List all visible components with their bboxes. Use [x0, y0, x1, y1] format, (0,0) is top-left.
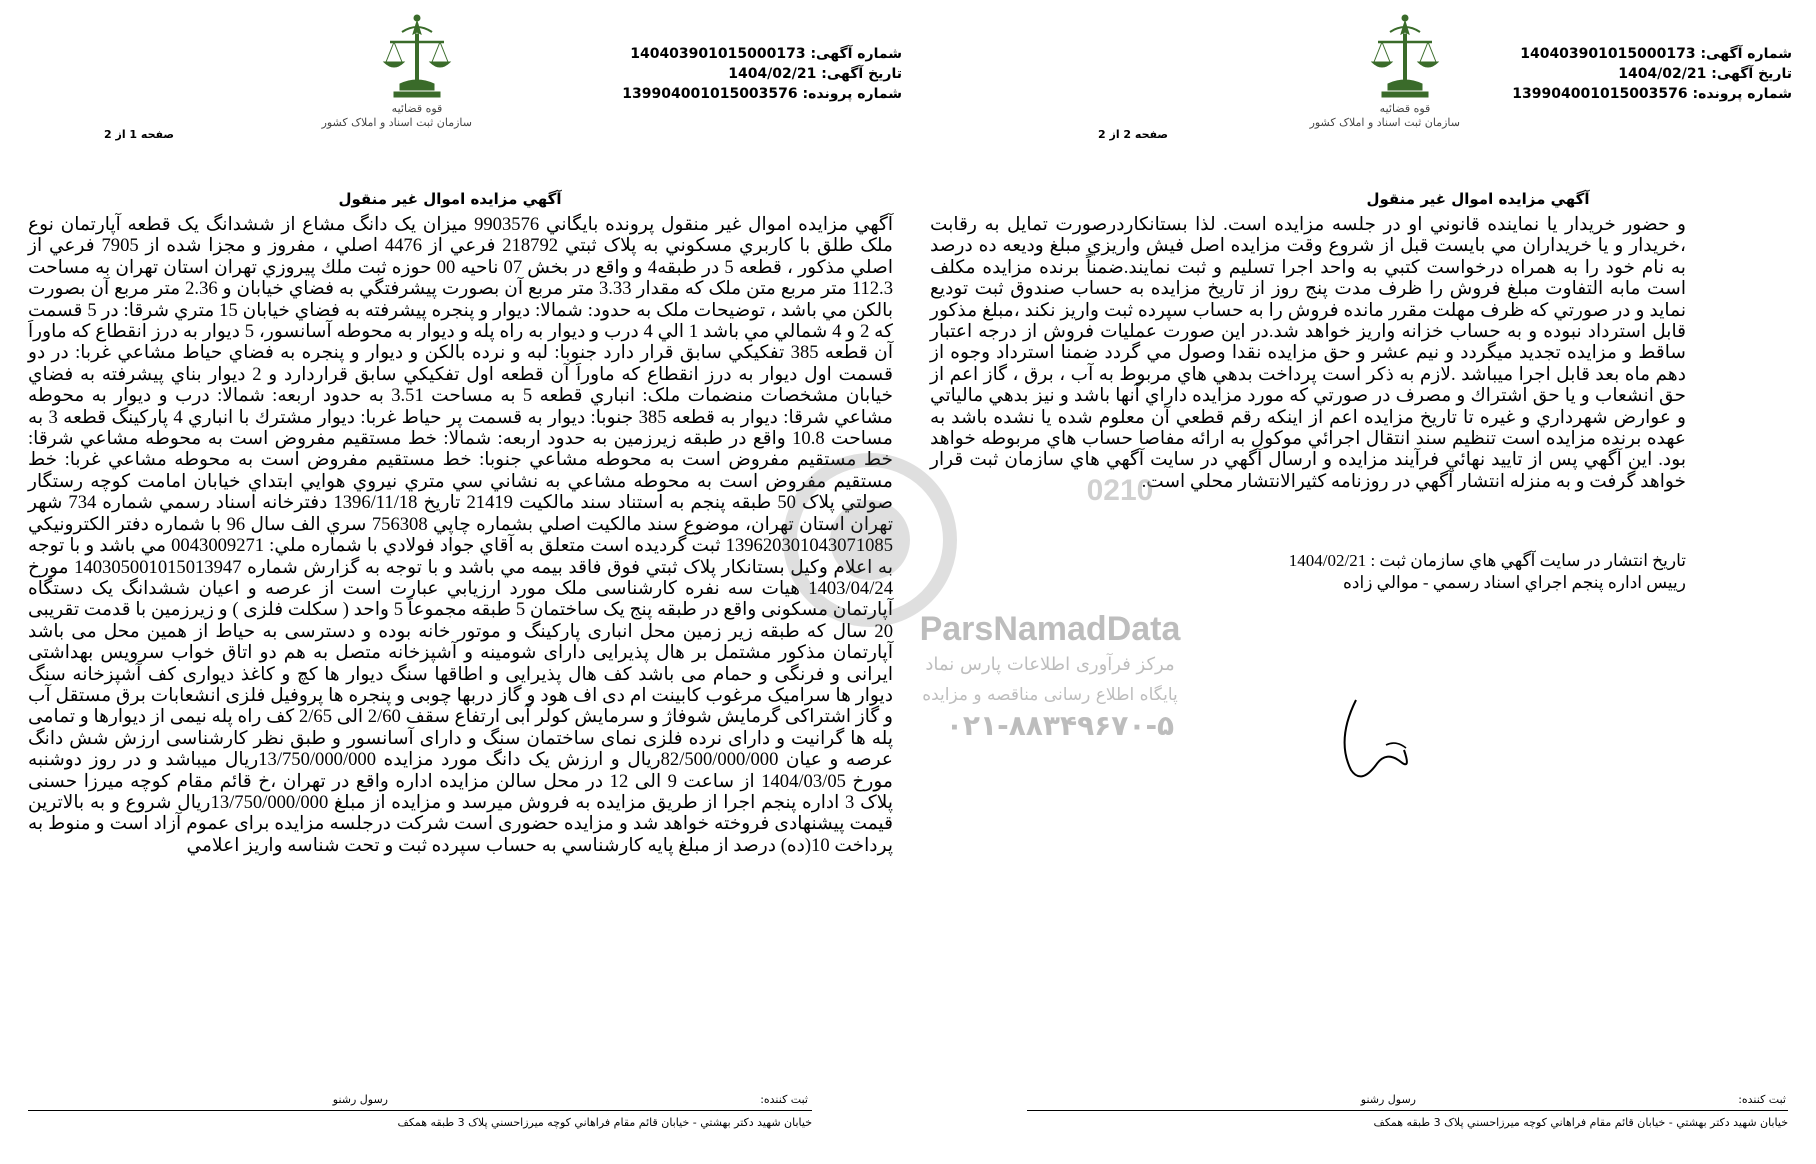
- registrar-label: ثبت کننده:: [760, 1093, 808, 1106]
- watermark-line1: مرکز فرآوری اطلاعات پارس نماد: [925, 654, 1175, 675]
- scales-icon: [1370, 12, 1440, 102]
- ad-date: 1404/02/21: [728, 66, 817, 82]
- emblem-caption-top: قوه قضائیه: [391, 102, 443, 115]
- registrar-name: رسول رشنو: [332, 1093, 388, 1106]
- watermark-side-digits: 0210: [1086, 474, 1154, 507]
- emblem-caption-top: قوه قضائیه: [1379, 102, 1431, 115]
- registrar-name: رسول رشنو: [1360, 1093, 1416, 1106]
- emblem-caption-bottom: سازمان ثبت اسناد و املاک کشور: [1309, 116, 1460, 129]
- judiciary-emblem: [1309, 12, 1460, 152]
- watermark-phone: ۰۲۱-۸۸۳۴۹۶۷۰-۵: [945, 709, 1175, 742]
- judiciary-emblem: [321, 12, 472, 152]
- case-number-row: شماره پرونده: 139904001015003576: [622, 86, 902, 102]
- signature-icon: [1316, 690, 1436, 800]
- office-address: خيابان شهيد دكتر بهشتي - خيابان قائم مقام فراهاني كوچه ميرزاحسني پلاک 3 طبقه همکف: [1373, 1116, 1788, 1129]
- notice-title: آگهي مزايده اموال غير منقول: [1366, 190, 1590, 208]
- page-2: [908, 0, 1816, 1164]
- notice-body: و حضور خريدار يا نماينده قانوني او در جلسه مزايده است. لذا بستانكاردرصورت تمايل به رقابت ،خريدار و يا خريداران مي بايست قبل از شروع وقت مزايده اصل فيش واريزي مبلغ وديعه ده درصد به نام خود را به همراه درخواست كتبي به واحد اجرا تسليم و ثبت نمايند.ضمناً برنده مزايده مكلف است مابه التفاوت مبلغ فروش را ظرف مدت پنج روز از تاريخ مزايده به حساب صندوق ثبت توديع نمايد و در صورتي كه ظرف مهلت مقرر مانده فروش را به حساب سپرده ثبت واريز نكند ،مبلغ مذكور قابل استرداد نبوده و به حساب خزانه واريز خواهد شد.در اين صورت عمليات فروش از درجه اعتبار ساقط و مزايده تجديد ميگردد و نيم عشر و حق مزايده نقدا وصول مي گردد ضمنا استرداد وجوه از دهم ماه بعد قابل اجرا ميباشد .لازم به ذكر است پرداخت بدهي هاي مربوط به آب ، برق ، گاز اعم از حق انشعاب و يا حق اشتراك و مصرف در صورتي كه مورد مزايده داراي آنها باشد و نيز بدهي مالياتي و عوارض شهرداري و غيره تا تاريخ مزايده اعم از اينكه رقم قطعي آن معلوم شده يا نشده باشد به عهده برنده مزايده است تنظيم سند انتقال اجرائي موكول به ارائه مفاصا حساب هاي مربوطه خواهد بود. اين آگهي پس از تاييد نهائي فرآيند مزايده و ارسال آگهي در سايت آگهي هاي سازمان ثبت قرار خواهد گرفت و به منزله انتشار آگهي در روزنامه كثيرالانتشار محلي است.: [930, 214, 1686, 492]
- ad-number: 140403901015000173: [630, 46, 806, 62]
- footer-divider: [28, 1110, 812, 1111]
- publish-row: [930, 550, 1686, 572]
- ad-meta: [542, 44, 902, 104]
- watermark-line2: پایگاه اطلاع رسانی مناقصه و مزایده: [922, 685, 1178, 705]
- case-number: 139904001015003576: [622, 86, 798, 102]
- footer-divider: [1027, 1110, 1788, 1111]
- page-number: صفحه 2 از 2: [1098, 128, 1169, 141]
- watermark-brand: ParsNamadData: [919, 610, 1181, 648]
- registrar-label: ثبت کننده:: [1738, 1093, 1786, 1106]
- notice-title: آگهي مزايده اموال غير منقول: [338, 190, 562, 208]
- ad-date-row: تاریخ آگهی: 1404/02/21: [728, 66, 902, 82]
- ad-number-row: شماره آگهی: 140403901015000173: [630, 46, 902, 62]
- emblem-caption-bottom: سازمان ثبت اسناد و املاک کشور: [321, 116, 472, 129]
- signer-title: رييس اداره پنجم اجراي اسناد رسمي - موالي زاده: [1343, 573, 1686, 592]
- ad-meta: [1432, 44, 1792, 104]
- case-number: 139904001015003576: [1512, 86, 1688, 102]
- signature: [1316, 690, 1436, 804]
- ad-number: 140403901015000173: [1520, 46, 1696, 62]
- ad-date: 1404/02/21: [1618, 66, 1707, 82]
- scales-icon: [382, 12, 452, 102]
- ad-date-row: تاریخ آگهی: 1404/02/21: [1618, 66, 1792, 82]
- publish-label: تاريخ انتشار در سايت آگهي هاي سازمان ثبت :: [1370, 551, 1686, 570]
- publish-date: 1404/02/21: [1288, 551, 1367, 570]
- case-number-row: شماره پرونده: 139904001015003576: [1512, 86, 1792, 102]
- ad-number-row: شماره آگهی: 140403901015000173: [1520, 46, 1792, 62]
- notice-body: آگهي مزايده اموال غير منقول پرونده بايگاني 9903576 ميزان يک دانگ مشاع از ششدانگ يک قطعه آپارتمان نوع ملک طلق با کاربري مسکوني به پلاک ثبتي 218792 فرعي از 4476 اصلي ، مفروز و مجزا شده از 7905 فرعي از اصلي مذکور ، قطعه 5 در طبقه4 و واقع در بخش 07 ناحيه 00 حوزه ثبت ملك پيروزي تهران استان تهران به مساحت 112.3 متر مربع متن ملک که مقدار 3.33 متر مربع آن بصورت پيشرفتگي به فضاي خيابان و 2.36 متر مربع آن بصورت بالکن مي باشد ، توضيحات ملک به حدود: شمالا: ديوار و پنجره پيشرفته به فضاي خيابان 15 متري شرقا: در 5 قسمت که 2 و 4 شمالي مي باشد 1 الي 4 درب و ديوار به راه پله و ديوار به محوطه آسانسور، 5 ديوار به درز انقطاع که ماوراَ آن قطعه 385 تفکيکي سابق قرار دارد جنوبا: لبه و نرده بالکن و ديوار و پنجره به فضاي حياط مشاعي غربا: در دو قسمت اول ديوار به درز انقطاع كه ماوراَ آن قطعه اول تفکيکي سابق قراردارد و 2 ديوار بناي پيشرفته به فضاي خيابان مشخصات منضمات ملک: انباري قطعه 5 به مساحت 3.51 به حدود اربعه: شمالا: درب و ديوار به محوطه مشاعي شرقا: ديوار به قطعه 385 جنوبا: ديوار به قسمت پر حياط غربا: ديوار مشترك با انباري 4 پارکينگ قطعه 3 به مساحت 10.8 واقع در طبقه زيرزمين به حدود اربعه: شمالا: خط مستقيم مفروض است به محوطه مشاعي شرقا: خط مستقيم مفروض است به محوطه مشاعي جنوبا: خط مستقيم مفروض است به محوطه مشاعي غربا: خط مستقيم مفروض است به محوطه مشاعي به نشاني سي متري نيروي هوايي ابتداي خيابان امامت کوچه رستگار صولتي پلاک 50 طبقه پنجم به استناد سند مالکيت 21419 تاريخ 1396/11/18 دفترخانه اسناد رسمي شماره 734 شهر تهران استان تهران، موضوع سند مالکيت اصلي بشماره چاپي 756308 سري الف سال 96 با شماره دفتر الکترونيکي 139620301043071085 ثبت گرديده است متعلق به آقاي جواد فولادي با شماره ملي: 0043009271 مي باشد و با توجه به اعلام وکيل بستانکار پلاک ثبتي فوق فاقد بيمه مي باشد و با توجه به گزارش شماره 140305001015013947 مورخ 1403/04/24 هيات سه نفره كارشناسی ملک مورد ارزيابي عبارت است از عرصه و اعيان ششدانگ يک دستگاه آپارتمان مسكونی واقع در طبقه پنج يک ساختمان 5 طبقه مجموعاً 5 واحد ( سكلت فلزی ) و زيرزمين با قدمت تقريبی 20 سال كه طبقه زير زمين محل انباری پاركينگ و موتور خانه بوده و دسترسی به حياط از همين محل می باشد آپارتمان مذكور مشتمل بر هال پذيرايی دارای شومينه و آشپزخانه متصل به هم دو اتاق خواب سرويس بهداشتی ايرانی و فرنگی و حمام می باشد كف هال پذيرايی و اطاقها سنگ ديوار ها كچ و كاغذ ديواری كف آشپزخانه سنگ ديوار ها سراميک مرغوب كابينت ام دی اف هود و گاز دربها چوبی و پنجره ها پروفيل فلزی انشعابات برق مستقل آب و گاز اشتراكی گرمايش شوفاژ و سرمايش كولر آبی ارتفاع سقف 2/60 الی 2/65 كف راه پله نيمی از ديوارها و تمامی پله ها گرانيت و دارای نرده فلزی نمای ساختمان سنگ و دارای آسانسور و طبق نظر كارشناسی ارزش شش دانگ عرصه و عيان 82/500/000/000ريال و ارزش يک دانگ مورد مزايده 13/750/000/000ريال ميباشد و در روز دوشنبه مورخ 1404/03/05 از ساعت 9 الی 12 در محل سالن مزايده اداره واقع در تهران ،خ قائم مقام كوچه ميرزا حسنی پلاک 3 اداره پنجم اجرا از طريق مزايده به فروش ميرسد و مزايده از مبلغ 13/750/000/000ريال شروع و به بالاترين قيمت پيشنهادی فروخته خواهد شد و مزايده حضوری است شركت درجلسه مزايده برای عموم آزاد است و منوط به پرداخت 10(ده) درصد از مبلغ پايه كارشناسي به حساب سپرده ثبت و تحت شناسه واريز اعلامي: [28, 214, 894, 856]
- page-number: صفحه 1 از 2: [104, 128, 175, 141]
- publication-info: [930, 550, 1686, 594]
- office-address: خيابان شهيد دكتر بهشتي - خيابان قائم مقام فراهاني كوچه ميرزاحسني پلاک 3 طبقه همکف: [397, 1116, 812, 1129]
